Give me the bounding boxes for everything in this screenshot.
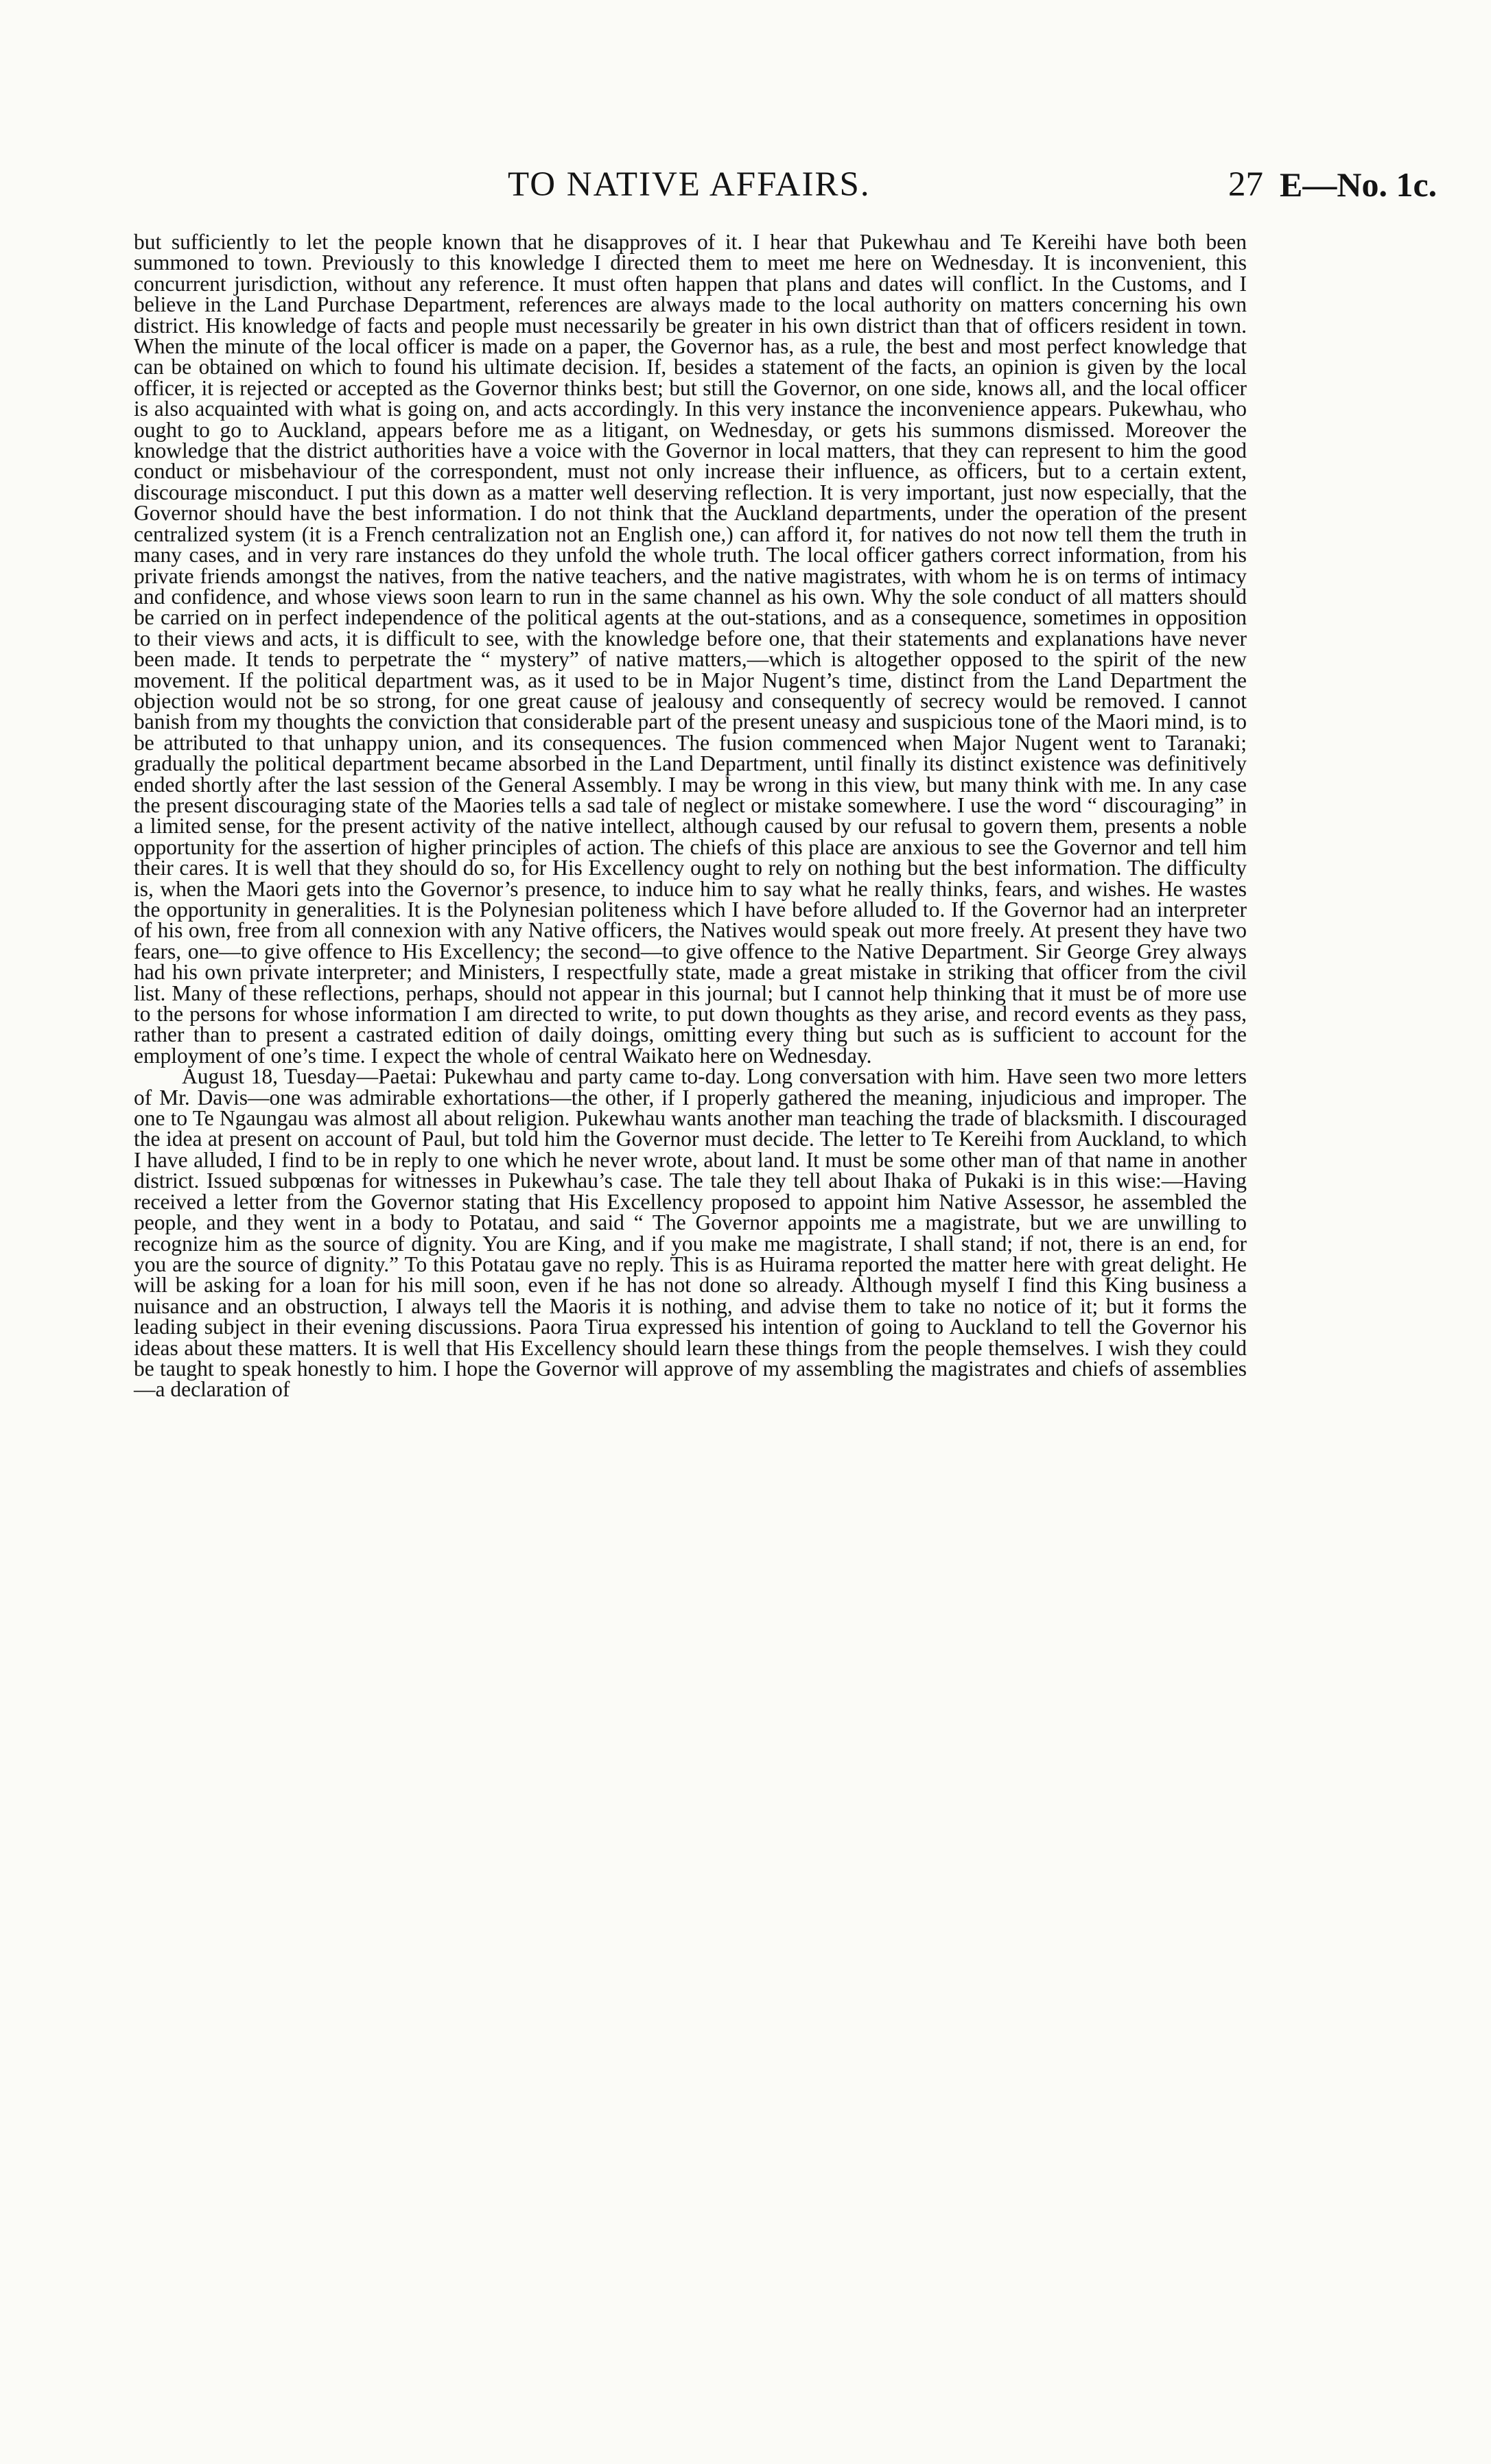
running-header [0, 165, 1491, 206]
page-number: 27 [1228, 165, 1263, 204]
document-reference: E—No. 1c. [1280, 165, 1437, 204]
body-text [134, 232, 1247, 1400]
header-title: TO NATIVE AFFAIRS. [508, 165, 871, 204]
paragraph-august-18-entry: August 18, Tuesday—Paetai: Pukewhau and party came to-day. Long conversation with him. Have seen two more letters of Mr. Davis—one was admirable exhortations—the other, if I properly gathered the meaning, injudicious and improper. The one to Te Ngaungau was almost all about religion. Pukewhau wants another man teaching the trade of blacksmith. I discouraged the idea at present on account of Paul, but told him the Governor must decide. The letter to Te Kereihi from Auckland, to which I have alluded, I find to be in reply to one which he never wrote, about land. It must be some other man of that name in another district. Issued subpœnas for witnesses in Pukewhau’s case. The tale they tell about Ihaka of Pukaki is in this wise:—Having received a letter from the Governor stating that His Excellency proposed to appoint him Native Assessor, he assembled the people, and they went in a body to Potatau, and said “ The Governor appoints me a magistrate, but we are unwilling to recognize him as the source of dignity. You are King, and if you make me magistrate, I shall stand; if not, there is an end, for you are the source of dignity.” To this Potatau gave no reply. This is as Huirama reported the matter here with great delight. He will be asking for a loan for his mill soon, even if he has not done so already. Although myself I find this King business a nuisance and an obstruction, I always tell the Maoris it is nothing, and advise them to take no notice of it; but it forms the leading subject in their evening discussions. Paora Tirua expressed his intention of going to Auckland to tell the Governor his ideas about these matters. It is well that His Excellency should learn these things from the people themselves. I wish they could be taught to speak honestly to him. I hope the Governor will approve of my assembling the magistrates and chiefs of assemblies—a declaration of [134, 1064, 1247, 1402]
paragraph-continued: but sufficiently to let the people known that he disapproves of it. I hear that Pukewhau and Te Kereihi have both been summoned to town. Previously to this knowledge I directed them to meet me here on Wednesday. It is inconvenient, this concurrent jurisdiction, without any reference. It must often happen that plans and dates will conflict. In the Customs, and I believe in the Land Purchase Department, references are always made to the local authority on matters concerning his own district. His knowledge of facts and people must necessarily be greater in his own district than that of officers resident in town. When the minute of the local officer is made on a paper, the Governor has, as a rule, the best and most perfect knowledge that can be obtained on which to found his ultimate decision. If, besides a statement of the facts, an opinion is given by the local officer, it is rejected or accepted as the Governor thinks best; but still the Governor, on one side, knows all, and the local officer is also acquainted with what is going on, and acts accordingly. In this very instance the inconvenience appears. Pukewhau, who ought to go to Auckland, appears before me as a litigant, on Wednesday, or gets his summons dismissed. Moreover the knowledge that the district authorities have a voice with the Governor in local matters, that they can represent to him the good conduct or misbehaviour of the correspondent, must not only increase their influence, as officers, but to a certain extent, discourage misconduct. I put this down as a matter well deserving reflection. It is very important, just now especially, that the Governor should have the best information. I do not think that the Auckland departments, under the operation of the present centralized system (it is a French centralization not an English one,) can afford it, for natives do not now tell them the truth in many cases, and in very rare instances do they unfold the whole truth. The local officer gathers correct information, from his private friends amongst the natives, from the native teachers, and the native magistrates, with whom he is on terms of intimacy and confidence, and whose views soon learn to run in the same channel as his own. Why the sole conduct of all matters should be carried on in perfect independence of the political agents at the out-stations, and as a consequence, sometimes in opposition to their views and acts, it is difficult to see, with the knowledge before one, that their statements and explanations have never been made. It tends to perpetrate the “ mystery” of native matters,—which is altogether opposed to the spirit of the new movement. If the political department was, as it used to be in Major Nugent’s time, distinct from the Land Department the objection would not be so strong, for one great cause of jealousy and consequently of secrecy would be removed. I cannot banish from my thoughts the conviction that considerable part of the present uneasy and suspicious tone of the Maori mind, is to be attributed to that unhappy union, and its consequences. The fusion commenced when Major Nugent went to Taranaki; gradually the political department became absorbed in the Land Department, until finally its distinct existence was definitively ended shortly after the last session of the General Assembly. I may be wrong in this view, but many think with me. In any case the present discouraging state of the Maories tells a sad tale of neglect or mistake somewhere. I use the word “ discouraging” in a limited sense, for the present activity of the native intellect, although caused by our refusal to govern them, presents a noble opportunity for the assertion of higher principles of action. The chiefs of this place are anxious to see the Governor and tell him their cares. It is well that they should do so, for His Excellency ought to rely on nothing but the best information. The difficulty is, when the Maori gets into the Governor’s presence, to induce him to say what he really thinks, fears, and wishes. He wastes the opportunity in generalities. It is the Polynesian politeness which I have before alluded to. If the Governor had an interpreter of his own, free from all connexion with any Native officers, the Natives would speak out more freely. At present they have two fears, one—to give offence to His Excellency; the second—to give offence to the Native Department. Sir George Grey always had his own private interpreter; and Ministers, I respectfully state, made a great mistake in striking that officer from the civil list. Many of these reflections, perhaps, should not appear in this journal; but I cannot help thinking that it must be of more use to the persons for whose information I am directed to write, to put down thoughts as they arise, and record events as they pass, rather than to present a castrated edition of daily doings, omitting every thing but such as is sufficient to account for the employment of one’s time. I expect the whole of central Waikato here on Wednesday. [134, 230, 1247, 1068]
